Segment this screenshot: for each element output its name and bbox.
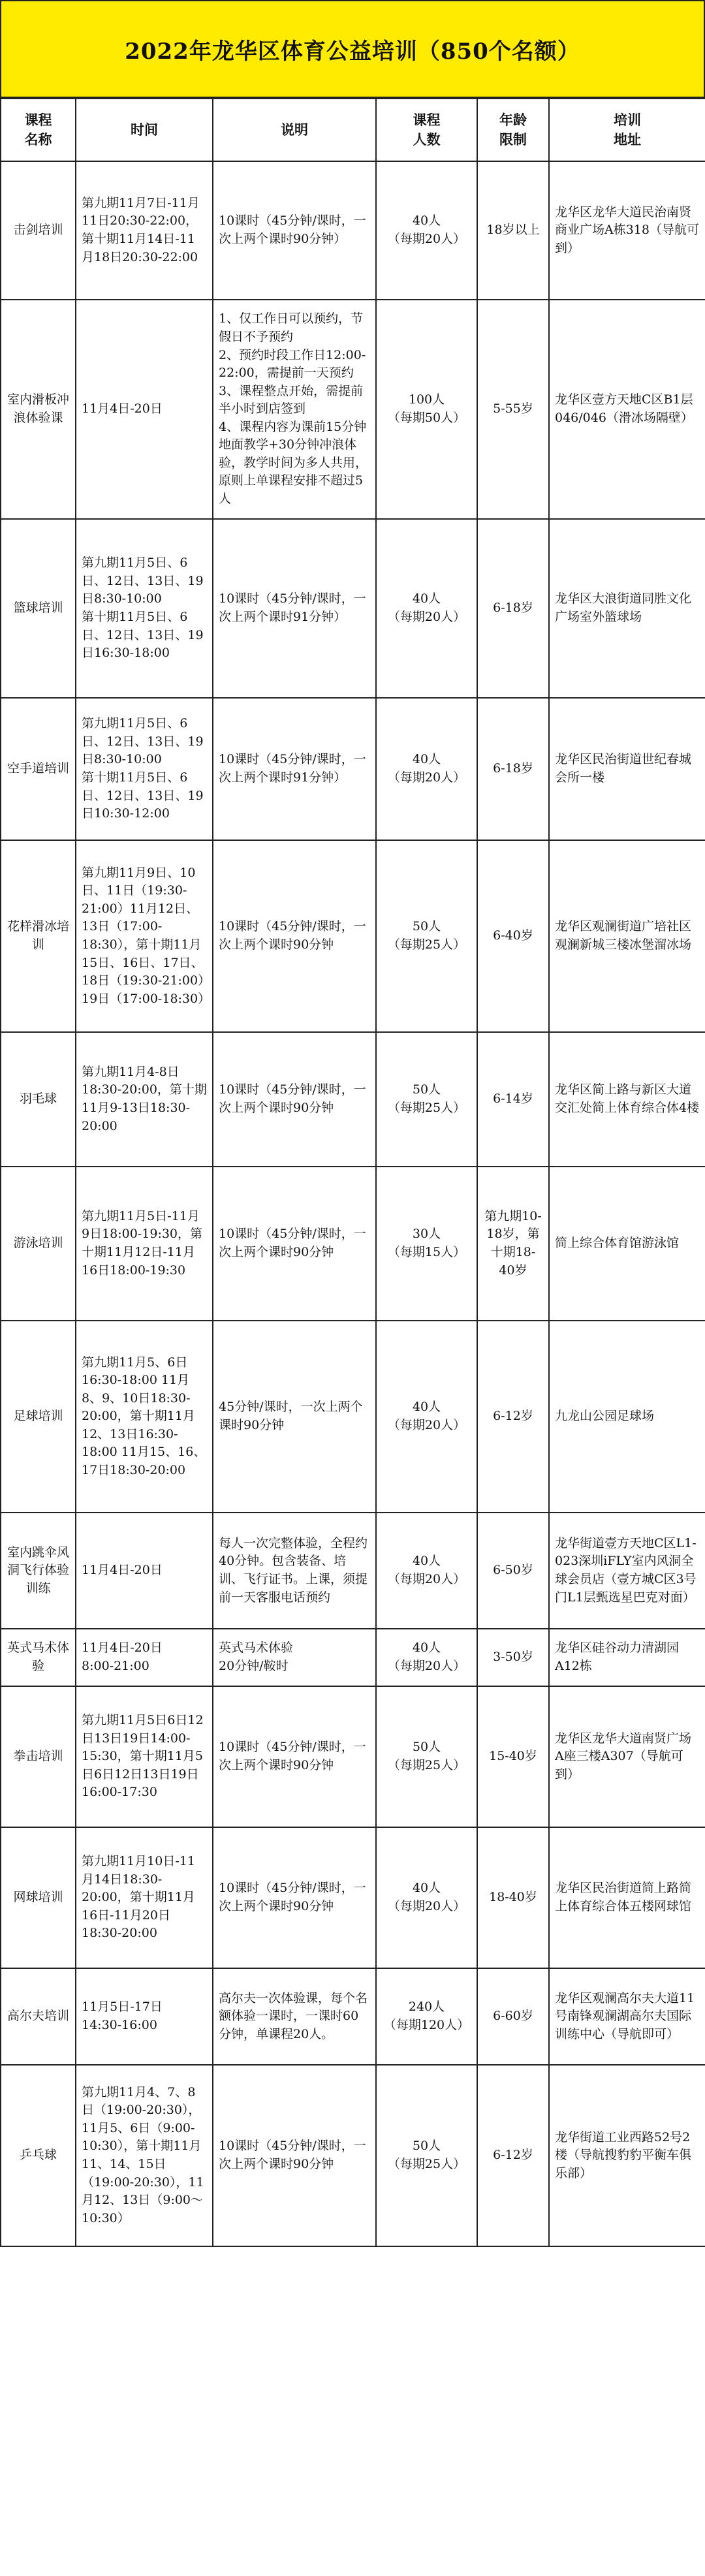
headcount-cell: 50人 （每期25人） xyxy=(376,1686,477,1827)
description-cell: 10课时（45分钟/课时，一次上两个课时90分钟 xyxy=(213,1686,376,1827)
header-description: 说明 xyxy=(213,99,376,161)
description-cell: 10课时（45分钟/课时，一次上两个课时91分钟） xyxy=(213,519,376,698)
page-title: 2022年龙华区体育公益培训（850个名额） xyxy=(0,0,705,98)
time-cell: 11月4日-20日 8:00-21:00 xyxy=(76,1629,213,1686)
address-cell: 简上综合体育馆游泳馆 xyxy=(549,1167,705,1321)
description-cell: 45分钟/课时，一次上两个课时90分钟 xyxy=(213,1321,376,1513)
table-row xyxy=(1,519,705,698)
age-limit-cell: 6-12岁 xyxy=(477,1321,549,1513)
time-cell: 第九期11月4-8日18:30-20:00，第十期11月9-13日18:30-20:00 xyxy=(76,1032,213,1167)
address-cell: 九龙山公园足球场 xyxy=(549,1321,705,1513)
headcount-cell: 40人 （每期20人） xyxy=(376,519,477,698)
course-name-cell: 篮球培训 xyxy=(1,519,76,698)
address-cell: 龙华区民治街道世纪春城会所一楼 xyxy=(549,698,705,840)
description-cell: 10课时（45分钟/课时，一次上两个课时90分钟 xyxy=(213,840,376,1032)
description-cell: 10课时（45分钟/课时，一次上两个课时91分钟） xyxy=(213,698,376,840)
description-cell: 10课时（45分钟/课时，一次上两个课时90分钟） xyxy=(213,161,376,300)
description-cell: 10课时（45分钟/课时，一次上两个课时90分钟 xyxy=(213,1032,376,1167)
time-cell: 第九期11月5日6日12日13日19日14:00-15:30，第十期11月5日6日12日13日19日16:00-17:30 xyxy=(76,1686,213,1827)
course-name-cell: 击剑培训 xyxy=(1,161,76,300)
address-cell: 龙华区民治街道简上路简上体育综合体五楼网球馆 xyxy=(549,1827,705,1968)
address-cell: 龙华区硅谷动力清湖园A12栋 xyxy=(549,1629,705,1686)
course-name-cell: 英式马术体验 xyxy=(1,1629,76,1686)
course-name-cell: 花样滑冰培训 xyxy=(1,840,76,1032)
headcount-cell: 50人 （每期25人） xyxy=(376,1032,477,1167)
course-name-cell: 室内跳伞风洞飞行体验训练 xyxy=(1,1513,76,1629)
course-name-cell: 拳击培训 xyxy=(1,1686,76,1827)
address-cell: 龙华区观澜街道广培社区观澜新城三楼冰堡溜冰场 xyxy=(549,840,705,1032)
description-cell: 10课时（45分钟/课时，一次上两个课时90分钟 xyxy=(213,1827,376,1968)
table-header-row xyxy=(1,99,705,161)
age-limit-cell: 6-14岁 xyxy=(477,1032,549,1167)
time-cell: 第九期11月5、6日16:30-18:00 11月8、9、10日18:30-20:00，第十期11月12、13日16:30-18:00 11月15、16、17日18:30-20:00 xyxy=(76,1321,213,1513)
training-table xyxy=(0,98,705,2247)
headcount-cell: 40人 （每期20人） xyxy=(376,161,477,300)
age-limit-cell: 18岁以上 xyxy=(477,161,549,300)
time-cell: 第九期11月5日-11月9日18:00-19:30，第十期11月12日-11月16日18:00-19:30 xyxy=(76,1167,213,1321)
time-cell: 第九期11月5日、6日、12日、13日、19日8:30-10:00 第十期11月5日、6日、12日、13日、19日10:30-12:00 xyxy=(76,698,213,840)
table-row xyxy=(1,1167,705,1321)
course-name-cell: 足球培训 xyxy=(1,1321,76,1513)
address-cell: 龙华街道工业西路52号2楼（导航搜豹豹平衡车俱乐部） xyxy=(549,2065,705,2246)
time-cell: 11月4日-20日 xyxy=(76,1513,213,1629)
headcount-cell: 100人 （每期50人） xyxy=(376,300,477,519)
header-course-name: 课程 名称 xyxy=(1,99,76,161)
course-name-cell: 高尔夫培训 xyxy=(1,1968,76,2065)
headcount-cell: 50人 （每期25人） xyxy=(376,840,477,1032)
course-name-cell: 游泳培训 xyxy=(1,1167,76,1321)
headcount-cell: 240人 （每期120人） xyxy=(376,1968,477,2065)
table-row xyxy=(1,2065,705,2246)
time-cell: 第九期11月7日-11月11日20:30-22:00，第十期11月14日-11月18日20:30-22:00 xyxy=(76,161,213,300)
age-limit-cell: 6-50岁 xyxy=(477,1513,549,1629)
time-cell: 第九期11月9日、10日、11日（19:30-21:00）11月12日、13日（17:00-18:30），第十期11月15日、16日、17日、18日（19:30-21:00）19日（17:00-18:30） xyxy=(76,840,213,1032)
header-address: 培训 地址 xyxy=(549,99,705,161)
table-row xyxy=(1,1321,705,1513)
course-name-cell: 空手道培训 xyxy=(1,698,76,840)
age-limit-cell: 15-40岁 xyxy=(477,1686,549,1827)
time-cell: 11月5日-17日 14:30-16:00 xyxy=(76,1968,213,2065)
header-time: 时间 xyxy=(76,99,213,161)
headcount-cell: 40人 （每期20人） xyxy=(376,1513,477,1629)
course-name-cell: 室内滑板冲浪体验课 xyxy=(1,300,76,519)
description-cell: 高尔夫一次体验课，每个名额体验一课时，一课时60分钟，单课程20人。 xyxy=(213,1968,376,2065)
age-limit-cell: 6-12岁 xyxy=(477,2065,549,2246)
time-cell: 第九期11月10日-11月14日18:30-20:00，第十期11月16日-11月20日18:30-20:00 xyxy=(76,1827,213,1968)
headcount-cell: 40人 （每期20人） xyxy=(376,698,477,840)
table-row xyxy=(1,840,705,1032)
age-limit-cell: 6-18岁 xyxy=(477,698,549,840)
course-name-cell: 乒乓球 xyxy=(1,2065,76,2246)
address-cell: 龙华区龙华大道南贤广场A座三楼A307（导航可到） xyxy=(549,1686,705,1827)
address-cell: 龙华区观澜高尔夫大道11号南锋观澜湖高尔夫国际训练中心（导航即可） xyxy=(549,1968,705,2065)
description-cell: 10课时（45分钟/课时，一次上两个课时90分钟 xyxy=(213,2065,376,2246)
address-cell: 龙华区大浪街道同胜文化广场室外篮球场 xyxy=(549,519,705,698)
table-row xyxy=(1,1827,705,1968)
age-limit-cell: 5-55岁 xyxy=(477,300,549,519)
age-limit-cell: 3-50岁 xyxy=(477,1629,549,1686)
age-limit-cell: 第九期10-18岁，第十期18-40岁 xyxy=(477,1167,549,1321)
age-limit-cell: 6-40岁 xyxy=(477,840,549,1032)
table-row xyxy=(1,300,705,519)
table-row xyxy=(1,1968,705,2065)
address-cell: 龙华区壹方天地C区B1层046/046（滑冰场隔壁） xyxy=(549,300,705,519)
address-cell: 龙华街道壹方天地C区L1-023深圳iFLY室内风洞全球会员店（壹方城C区3号门L1层甄选星巴克对面） xyxy=(549,1513,705,1629)
address-cell: 龙华区龙华大道民治南贤商业广场A栋318（导航可到） xyxy=(549,161,705,300)
description-cell: 10课时（45分钟/课时，一次上两个课时90分钟 xyxy=(213,1167,376,1321)
table-row xyxy=(1,1032,705,1167)
headcount-cell: 30人 （每期15人） xyxy=(376,1167,477,1321)
age-limit-cell: 18-40岁 xyxy=(477,1827,549,1968)
headcount-cell: 40人 （每期20人） xyxy=(376,1321,477,1513)
table-row xyxy=(1,1629,705,1686)
headcount-cell: 40人 （每期20人） xyxy=(376,1827,477,1968)
headcount-cell: 50人 （每期25人） xyxy=(376,2065,477,2246)
course-name-cell: 网球培训 xyxy=(1,1827,76,1968)
description-cell: 1、仅工作日可以预约，节假日不予预约 2、预约时段工作日12:00-22:00，需提前一天预约 3、课程整点开始，需提前半小时到店签到 4、课程内容为课前15分钟地面教学+30分钟冲浪体验，教学时间为多人共用，原则上单课程安排不超过5人 xyxy=(213,300,376,519)
time-cell: 第九期11月5日、6日、12日、13日、19日8:30-10:00 第十期11月5日、6日、12日、13日、19日16:30-18:00 xyxy=(76,519,213,698)
age-limit-cell: 6-60岁 xyxy=(477,1968,549,2065)
table-row xyxy=(1,698,705,840)
description-cell: 英式马术体验 20分钟/鞍时 xyxy=(213,1629,376,1686)
table-row xyxy=(1,1513,705,1629)
age-limit-cell: 6-18岁 xyxy=(477,519,549,698)
time-cell: 第九期11月4、7、8日（19:00-20:30），11月5、6日（9:00-10:30），第十期11月11、14、15日（19:00-20:30），11月12、13日（9:00～10:30） xyxy=(76,2065,213,2246)
description-cell: 每人一次完整体验，全程约40分钟。包含装备、培训、飞行证书。上课，须提前一天客服电话预约 xyxy=(213,1513,376,1629)
course-name-cell: 羽毛球 xyxy=(1,1032,76,1167)
header-age-limit: 年龄 限制 xyxy=(477,99,549,161)
header-headcount: 课程 人数 xyxy=(376,99,477,161)
address-cell: 龙华区简上路与新区大道交汇处简上体育综合体4楼 xyxy=(549,1032,705,1167)
headcount-cell: 40人 （每期20人） xyxy=(376,1629,477,1686)
table-row xyxy=(1,161,705,300)
time-cell: 11月4日-20日 xyxy=(76,300,213,519)
table-row xyxy=(1,1686,705,1827)
